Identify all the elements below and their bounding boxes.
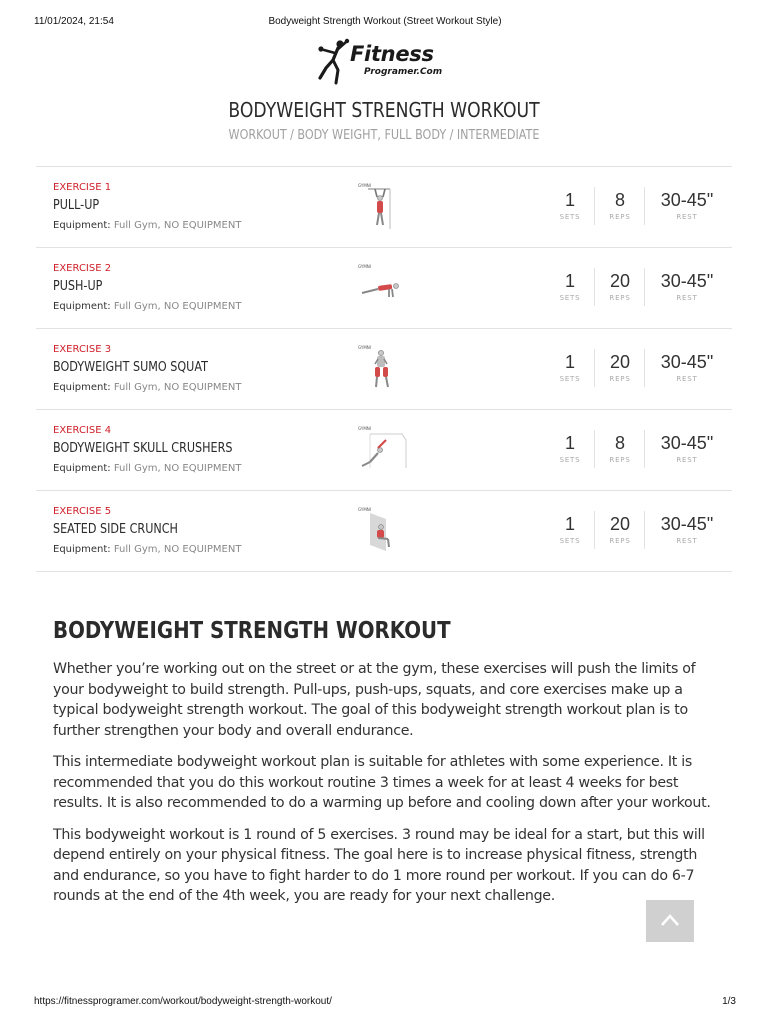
- sets-value: 1: [564, 271, 575, 291]
- exercise-equipment: [53, 382, 241, 393]
- reps-stat: [600, 432, 640, 464]
- stat-divider: [644, 349, 645, 387]
- sumo-squat-figure-icon: [356, 345, 406, 393]
- exercise-equipment: [53, 301, 241, 312]
- stat-divider: [644, 268, 645, 306]
- reps-value: 20: [609, 514, 631, 534]
- equipment-label: Equipment:: [53, 301, 111, 312]
- reps-stat: [600, 270, 640, 302]
- page-title: BODYWEIGHT STRENGTH WORKOUT: [228, 98, 540, 122]
- equipment-value: Full Gym, NO EQUIPMENT: [113, 301, 242, 312]
- sets-label: SETS: [559, 456, 581, 464]
- exercise-thumbnail: [356, 264, 406, 312]
- reps-label: REPS: [609, 294, 631, 302]
- print-page-number: 1/3: [722, 996, 736, 1007]
- rest-stat: [650, 432, 724, 464]
- push-up-figure-icon: [356, 264, 406, 312]
- reps-label: REPS: [609, 537, 631, 545]
- thumbnail-caption: GYMNI: [358, 264, 371, 269]
- article-paragraph: This intermediate bodyweight workout plan is suitable for athletes with some experience. It is recommended that you do this workout routine 3 times a week for at least 4 weeks for best results. It is also recommended to do a warming up before and cooling down after your workout.: [53, 754, 711, 811]
- exercise-list: [36, 166, 732, 572]
- print-footer: [34, 996, 736, 1010]
- thumbnail-caption: GYMNI: [358, 345, 371, 350]
- rest-stat: [650, 351, 724, 383]
- stat-divider: [594, 430, 595, 468]
- print-doc-title: Bodyweight Strength Workout (Street Workout Style): [268, 16, 502, 27]
- stat-divider: [594, 511, 595, 549]
- rest-value: 30-45": [660, 271, 714, 291]
- print-date: 11/01/2024, 21:54: [34, 16, 114, 27]
- rest-label: REST: [676, 294, 698, 302]
- rest-stat: [650, 270, 724, 302]
- rest-label: REST: [676, 456, 698, 464]
- stat-divider: [594, 268, 595, 306]
- exercise-number: EXERCISE 3: [53, 344, 112, 355]
- reps-stat: [600, 189, 640, 221]
- rest-value: 30-45": [660, 514, 714, 534]
- exercise-number: EXERCISE 2: [53, 263, 112, 274]
- reps-stat: [600, 513, 640, 545]
- sets-stat: [550, 189, 590, 221]
- thumbnail-caption: GYMNI: [358, 426, 371, 431]
- equipment-label: Equipment:: [53, 220, 111, 231]
- breadcrumb-separator: /: [449, 128, 454, 143]
- exercise-thumbnail: [356, 183, 406, 231]
- exercise-name[interactable]: BODYWEIGHT SUMO SQUAT: [53, 360, 208, 375]
- scroll-to-top-button[interactable]: [646, 900, 694, 942]
- sets-stat: [550, 351, 590, 383]
- article-paragraph: Whether you’re working out on the street or at the gym, these exercises will push the limits of your bodyweight to build strength. Pull-ups, push-ups, squats, and core exercises make up a typical bodyweight strength workout. The goal of this bodyweight strength workout plan is to further strengthen your body and overall endurance.: [53, 661, 696, 739]
- exercise-row[interactable]: [36, 329, 732, 410]
- rest-label: REST: [676, 375, 698, 383]
- stat-divider: [644, 187, 645, 225]
- stat-divider: [594, 349, 595, 387]
- article-heading: BODYWEIGHT STRENGTH WORKOUT: [53, 618, 451, 644]
- rest-stat: [650, 189, 724, 221]
- rest-label: REST: [676, 213, 698, 221]
- print-url: https://fitnessprogramer.com/workout/bodyweight-strength-workout/: [34, 996, 332, 1007]
- exercise-thumbnail: [356, 507, 406, 555]
- exercise-equipment: [53, 463, 241, 474]
- rest-stat: [650, 513, 724, 545]
- breadcrumb-level[interactable]: INTERMEDIATE: [456, 128, 540, 143]
- sets-stat: [550, 270, 590, 302]
- exercise-row[interactable]: [36, 248, 732, 329]
- reps-value: 8: [614, 433, 625, 453]
- pull-up-figure-icon: [356, 183, 406, 231]
- reps-label: REPS: [609, 375, 631, 383]
- chevron-up-icon: [660, 913, 680, 927]
- exercise-thumbnail: [356, 345, 406, 393]
- exercise-equipment: [53, 544, 241, 555]
- sets-value: 1: [564, 190, 575, 210]
- reps-stat: [600, 351, 640, 383]
- equipment-value: Full Gym, NO EQUIPMENT: [113, 220, 242, 231]
- sets-label: SETS: [559, 537, 581, 545]
- exercise-number: EXERCISE 1: [53, 182, 112, 193]
- skull-crusher-figure-icon: [356, 426, 416, 474]
- sets-label: SETS: [559, 294, 581, 302]
- rest-value: 30-45": [660, 190, 714, 210]
- equipment-label: Equipment:: [53, 463, 111, 474]
- thumbnail-caption: GYMNI: [358, 183, 371, 188]
- reps-value: 8: [614, 190, 625, 210]
- sets-value: 1: [564, 352, 575, 372]
- sets-stat: [550, 513, 590, 545]
- stat-divider: [644, 430, 645, 468]
- exercise-number: EXERCISE 5: [53, 506, 112, 517]
- sets-value: 1: [564, 433, 575, 453]
- thumbnail-caption: GYMNI: [358, 507, 371, 512]
- exercise-name[interactable]: PULL-UP: [53, 198, 100, 213]
- stat-divider: [644, 511, 645, 549]
- reps-value: 20: [609, 271, 631, 291]
- breadcrumb-section[interactable]: WORKOUT: [228, 128, 287, 143]
- equipment-label: Equipment:: [53, 382, 111, 393]
- breadcrumb-categories[interactable]: BODY WEIGHT, FULL BODY: [297, 128, 447, 143]
- exercise-row[interactable]: [36, 167, 732, 248]
- breadcrumb: [54, 128, 714, 143]
- exercise-row[interactable]: [36, 410, 732, 491]
- equipment-value: Full Gym, NO EQUIPMENT: [113, 544, 242, 555]
- sets-value: 1: [564, 514, 575, 534]
- exercise-name[interactable]: BODYWEIGHT SKULL CRUSHERS: [53, 441, 233, 456]
- rest-value: 30-45": [660, 352, 714, 372]
- article-paragraph: This bodyweight workout is 1 round of 5 exercises. 3 round may be ideal for a start, but this will depend entirely on your physical fitness. The goal here is to increase physical fitness, strength and endurance, so you have to fight harder to do 1 more round per workout. If you can do 6-7 rounds at the end of the 4th week, you are ready for your next challenge.: [53, 826, 705, 904]
- equipment-value: Full Gym, NO EQUIPMENT: [113, 463, 242, 474]
- equipment-label: Equipment:: [53, 544, 111, 555]
- logo-subtitle: Programer.Com: [364, 67, 443, 77]
- seated-crunch-figure-icon: [356, 507, 406, 555]
- exercise-name[interactable]: PUSH-UP: [53, 279, 103, 294]
- rest-value: 30-45": [660, 433, 714, 453]
- site-logo[interactable]: [316, 38, 456, 86]
- exercise-equipment: [53, 220, 241, 231]
- exercise-row[interactable]: [36, 491, 732, 572]
- logo-name: Fitness: [350, 42, 434, 66]
- reps-label: REPS: [609, 213, 631, 221]
- stat-divider: [594, 187, 595, 225]
- article-body: [53, 659, 721, 918]
- sets-label: SETS: [559, 375, 581, 383]
- exercise-name[interactable]: SEATED SIDE CRUNCH: [53, 522, 178, 537]
- exercise-thumbnail: [356, 426, 406, 474]
- breadcrumb-separator: /: [290, 128, 294, 143]
- equipment-value: Full Gym, NO EQUIPMENT: [113, 382, 242, 393]
- reps-label: REPS: [609, 456, 631, 464]
- rest-label: REST: [676, 537, 698, 545]
- athlete-logo-icon: [316, 38, 352, 86]
- print-header: [34, 16, 736, 30]
- reps-value: 20: [609, 352, 631, 372]
- sets-stat: [550, 432, 590, 464]
- sets-label: SETS: [559, 213, 581, 221]
- exercise-number: EXERCISE 4: [53, 425, 112, 436]
